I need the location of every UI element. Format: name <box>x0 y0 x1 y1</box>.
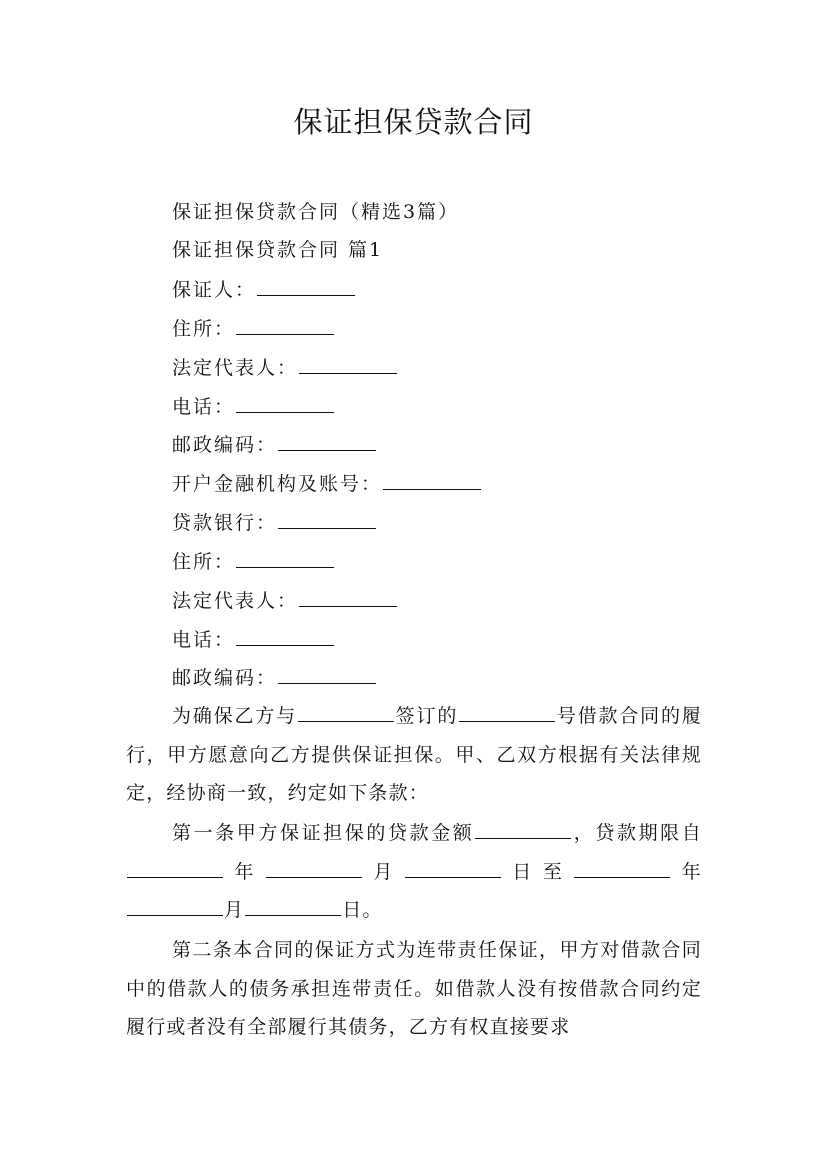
guarantor-name-row <box>172 277 356 302</box>
lender-phone-blank <box>236 627 334 646</box>
start-year-blank <box>127 859 223 878</box>
lender-address-label: 住所： <box>172 551 236 573</box>
section-heading: 保证担保贷款合同 篇1 <box>172 239 384 261</box>
guarantor-bank-account-blank <box>383 471 481 490</box>
guarantor-name-blank <box>257 277 355 296</box>
guarantor-legal-rep-label: 法定代表人： <box>172 357 299 379</box>
lender-name-blank <box>278 510 376 529</box>
clause-one-part3: 年 <box>224 860 265 883</box>
lender-phone-label: 电话： <box>172 629 236 651</box>
start-day-blank <box>405 859 501 878</box>
guarantor-postcode-label: 邮政编码： <box>172 434 278 456</box>
contract-number-blank <box>459 703 555 722</box>
lender-postcode-row <box>172 665 377 690</box>
guarantor-bank-account-row <box>172 471 482 496</box>
guarantor-phone-label: 电话： <box>172 396 236 418</box>
end-year-blank <box>574 859 670 878</box>
guarantor-legal-rep-row <box>172 355 398 380</box>
paragraph-purpose-part2: 签订的 <box>395 705 459 727</box>
lender-postcode-blank <box>278 665 376 684</box>
clause-one-part8: 日。 <box>342 899 383 921</box>
guarantor-bank-account-label: 开户金融机构及账号： <box>172 473 383 495</box>
guarantor-legal-rep-blank <box>299 355 397 374</box>
guarantor-phone-row <box>172 394 335 419</box>
clause-one-part1: 第一条甲方保证担保的贷款金额 <box>172 822 475 844</box>
document-title: 保证担保贷款合同 <box>293 105 534 139</box>
clause-one-part4: 月 <box>362 860 404 883</box>
lender-legal-rep-blank <box>299 588 397 607</box>
guarantor-address-label: 住所： <box>172 318 236 340</box>
lender-phone-row <box>172 627 335 652</box>
clause-one-part7: 月 <box>224 899 245 921</box>
start-month-blank <box>266 859 362 878</box>
guarantor-name-label: 保证人： <box>172 279 257 301</box>
paragraph-purpose <box>126 697 702 813</box>
document-subtitle: 保证担保贷款合同（精选3篇） <box>172 201 460 223</box>
paragraph-purpose-part3: 号借款合同的履行，甲方愿意向乙方提供保证担保。甲、乙双方根据有关法律规定，经协商一致，约定如下条款： <box>126 705 702 804</box>
guarantor-phone-blank <box>236 394 334 413</box>
lender-postcode-label: 邮政编码： <box>172 667 278 689</box>
guarantor-postcode-blank <box>278 432 376 451</box>
lender-legal-rep-label: 法定代表人： <box>172 590 299 612</box>
lender-name-row <box>172 510 377 535</box>
clause-one-part6: 年 <box>671 860 703 883</box>
guarantor-address-row <box>172 316 335 341</box>
clause-two: 第二条本合同的保证方式为连带责任保证，甲方对借款合同中的借款人的债务承担连带责任。如借款人没有按借款合同约定履行或者没有全部履行其债务，乙方有权直接要求 <box>126 939 702 1038</box>
end-day-blank <box>245 897 341 916</box>
clause-one-part5: 日至 <box>501 860 574 883</box>
guarantor-postcode-row <box>172 432 377 457</box>
lender-name-label: 贷款银行： <box>172 512 278 534</box>
end-month-blank <box>127 897 223 916</box>
clause-one-part2: ，贷款期限自 <box>572 822 702 844</box>
lender-legal-rep-row <box>172 588 398 613</box>
clause-one <box>126 814 702 930</box>
guarantor-address-blank <box>236 316 334 335</box>
lender-address-blank <box>236 549 334 568</box>
loan-amount-blank <box>475 820 571 839</box>
lender-address-row <box>172 549 335 574</box>
contract-party-blank <box>298 703 394 722</box>
paragraph-purpose-part1: 为确保乙方与 <box>172 705 298 727</box>
